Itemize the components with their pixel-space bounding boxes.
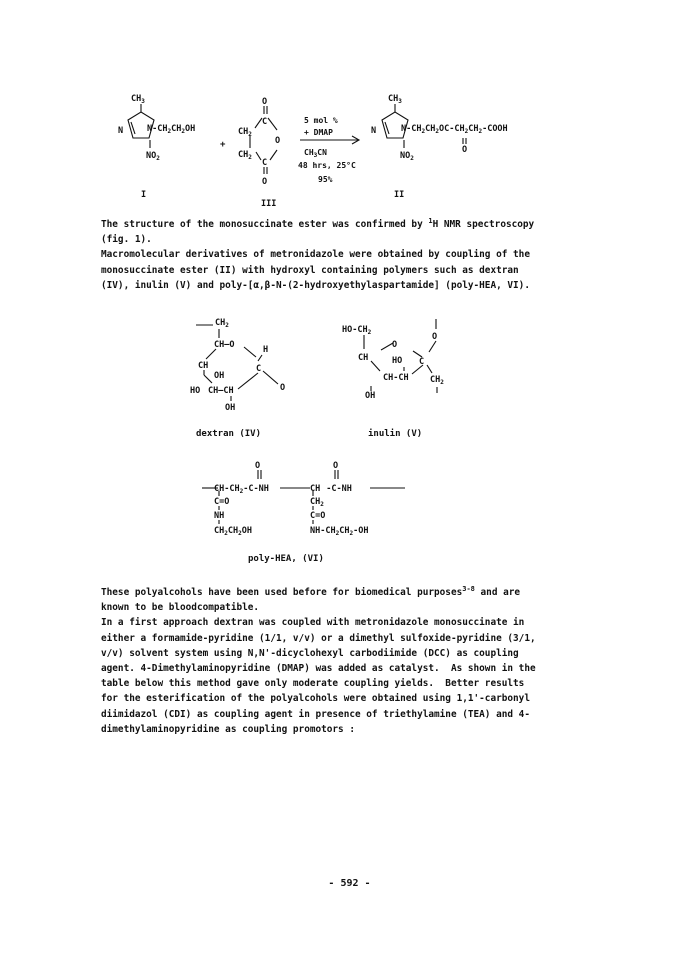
text-line: The structure of the monosuccinate ester was confirmed by $^1$H NMR spectroscopy bbox=[101, 217, 535, 230]
dextran-h: H bbox=[263, 345, 269, 355]
dextran-ch2: $CH_2$ bbox=[215, 318, 229, 329]
polymer-structures bbox=[0, 305, 699, 585]
compound-i-ch3: $CH_3$ bbox=[131, 94, 145, 105]
compound-iii-c-top: C bbox=[262, 117, 268, 127]
text-line: either a formamide-pyridine (1/1, v/v) or a dimethyl sulfoxide-pyridine (3/1, bbox=[101, 632, 536, 644]
inulin-ch-ch: CH-CH bbox=[383, 373, 409, 383]
inulin-ho: HO bbox=[392, 356, 403, 366]
catalyst: + DMAP bbox=[304, 128, 333, 137]
polyhea-c-o2: C=O bbox=[310, 511, 326, 521]
polyhea-nh: NH bbox=[214, 511, 225, 521]
compound-ii-label: II bbox=[394, 190, 405, 200]
inulin-oh: OH bbox=[365, 391, 376, 401]
compound-iii-ch2-a: $CH_2$ bbox=[238, 127, 252, 138]
compound-i-no2: $NO_2$ bbox=[146, 151, 160, 162]
solvent: $CH_3CN$ bbox=[304, 148, 327, 159]
polyhea-nh-chain: $NH-CH_2CH_2-OH$ bbox=[310, 526, 369, 537]
inulin-label: inulin (V) bbox=[368, 429, 423, 439]
polyhea-label: poly-HEA, (VI) bbox=[248, 554, 324, 564]
polyhea-c-o1: C=O bbox=[214, 497, 230, 507]
inulin-o-ring: O bbox=[392, 340, 398, 350]
dextran-label: dextran (IV) bbox=[196, 429, 262, 439]
polyhea-o1: O bbox=[255, 461, 261, 471]
text-line: (fig. 1). bbox=[101, 234, 152, 246]
page-number: - 592 - bbox=[328, 878, 371, 889]
dextran-ch: CH bbox=[198, 361, 209, 371]
text-line: diimidazol (CDI) as coupling agent in presence of triethylamine (TEA) and 4- bbox=[101, 708, 530, 720]
text-line: v/v) solvent system using N,N'-dicyclohexyl carbodiimide (DCC) as coupling bbox=[101, 647, 519, 659]
dextran-oh2: OH bbox=[225, 403, 236, 413]
text-line: table below this method gave only moderate coupling yields. Better results bbox=[101, 678, 525, 690]
paragraph-structure-confirmation bbox=[101, 217, 601, 293]
compound-ii-n: N bbox=[371, 126, 377, 136]
compound-iii-ch2-b: $CH_2$ bbox=[238, 150, 252, 161]
dextran-c: C bbox=[256, 364, 262, 374]
catalyst-amount: 5 mol % bbox=[304, 116, 338, 125]
text-line: monosuccinate ester (II) with hydroxyl containing polymers such as dextran bbox=[101, 264, 519, 276]
compound-ii-carbonyl-o: O bbox=[462, 145, 468, 155]
compound-iii-label: III bbox=[261, 199, 277, 209]
compound-i-n: N bbox=[118, 126, 124, 136]
compound-i-substituent: $N-CH_2CH_2OH$ bbox=[147, 124, 196, 135]
dextran-oh1: OH bbox=[214, 371, 225, 381]
polyhea-ch2ch2oh: $CH_2CH_2OH$ bbox=[214, 526, 252, 537]
text-line: dimethylaminopyridine as coupling promotors : bbox=[101, 723, 355, 735]
time-temperature: 48 hrs, 25°C bbox=[298, 161, 356, 170]
plus-sign: + bbox=[220, 140, 226, 150]
compound-iii-o-top: O bbox=[262, 97, 268, 107]
polyhea-backbone-b: CH -C-NH bbox=[310, 484, 352, 494]
text-line: These polyalcohols have been used before for biomedical purposes$^{3-8}$ and are bbox=[101, 585, 521, 598]
inulin-ch2: $CH_2$ bbox=[430, 375, 444, 386]
compound-iii-c-bottom: C bbox=[262, 158, 268, 168]
compound-iii-o-bottom: O bbox=[262, 177, 268, 187]
yield: 95% bbox=[318, 175, 333, 184]
polyhea-backbone-a: $CH-CH_2-C-NH$ bbox=[214, 484, 269, 495]
paragraph-coupling-methods bbox=[101, 585, 601, 737]
text-line: agent. 4-Dimethylaminopyridine (DMAP) was added as catalyst. As shown in the bbox=[101, 663, 536, 675]
text-line: In a first approach dextran was coupled with metronidazole monosuccinate in bbox=[101, 617, 525, 629]
polyhea-ch2-b: $CH_2$ bbox=[310, 497, 324, 508]
inulin-o-top: O bbox=[432, 332, 438, 342]
reaction-scheme bbox=[0, 0, 699, 210]
dextran-ho: HO bbox=[190, 386, 201, 396]
inulin-ch: CH bbox=[358, 353, 369, 363]
text-line: for the esterification of the polyalcohols were obtained using 1,1'-carbonyl bbox=[101, 693, 530, 705]
inulin-ho-ch2: $HO-CH_2$ bbox=[342, 325, 372, 336]
compound-ii-no2: $NO_2$ bbox=[400, 151, 414, 162]
text-line: (IV), inulin (V) and poly-[α,β-N-(2-hydroxyethylaspartamide] (poly-HEA, VI). bbox=[101, 279, 530, 291]
dextran-o-end: O bbox=[280, 383, 286, 393]
dextran-ch-ch: CH—CH bbox=[208, 386, 234, 396]
text-line: known to be bloodcompatible. bbox=[101, 602, 260, 614]
dextran-ch-o: CH—O bbox=[214, 340, 235, 350]
text-line: Macromolecular derivatives of metronidazole were obtained by coupling of the bbox=[101, 249, 530, 261]
polyhea-o2: O bbox=[333, 461, 339, 471]
compound-iii-o-ring: O bbox=[275, 136, 281, 146]
inulin-c: C bbox=[419, 357, 425, 367]
compound-ii-chain: $N-CH_2CH_2OC-CH_2CH_2$-COOH bbox=[401, 124, 508, 135]
compound-i-label: I bbox=[141, 190, 147, 200]
compound-ii-ch3: $CH_3$ bbox=[388, 94, 402, 105]
